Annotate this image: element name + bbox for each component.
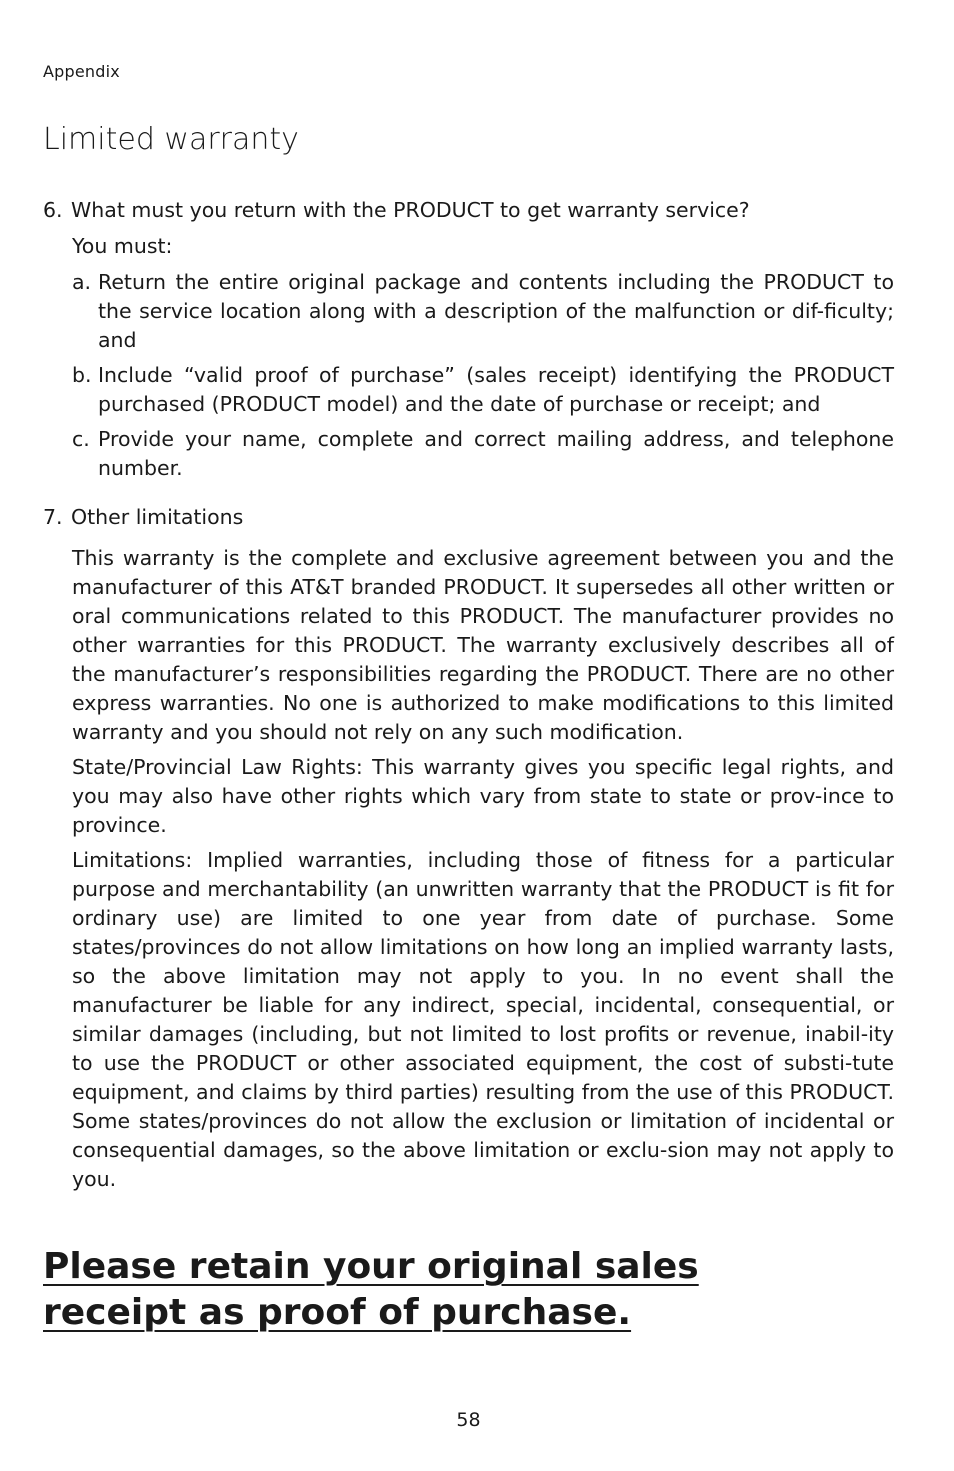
- warranty-item-7: [43, 503, 894, 1194]
- item-6-lead: You must:: [72, 234, 173, 258]
- item-7-number: 7.: [43, 505, 63, 529]
- warranty-content: [43, 196, 894, 1194]
- item-7-title: Other limitations: [71, 505, 244, 529]
- list-item-letter: b.: [72, 363, 92, 387]
- warranty-item-6: [43, 196, 894, 483]
- list-item: [72, 425, 894, 483]
- retain-receipt-notice: Please retain your original sales receipt as proof of purchase.: [43, 1246, 699, 1333]
- list-item: [72, 268, 894, 355]
- item-6-question: What must you return with the PRODUCT to get warranty service?: [71, 198, 750, 222]
- list-item-letter: a.: [72, 270, 92, 294]
- list-item-letter: c.: [72, 427, 90, 451]
- list-item-text: Include “valid proof of purchase” (sales receipt) identifying the PRODUCT purchased (PRODUCT model) and the date of purchase or receipt; and: [98, 363, 894, 416]
- item-6-number: 6.: [43, 198, 63, 222]
- item-7-heading: [43, 503, 894, 532]
- list-item-text: Provide your name, complete and correct mailing address, and telephone number.: [98, 427, 894, 480]
- section-label: Appendix: [43, 62, 120, 81]
- list-item: [72, 361, 894, 419]
- paragraph-limitations: Limitations: Implied warranties, including those of fitness for a particular purpose and merchantability (an unwritten warranty that the PRODUCT is fit for ordinary use) are limited to one year from date of purchase. Some states/provinces do not allow limitations on how long an implied warranty lasts, so the above limitation may not apply to you. In no event shall the manufacturer be liable for any indirect, special, incidental, consequential, or similar damages (including, but not limited to lost profits or revenue, inabil-ity to use the PRODUCT or other associated equipment, the cost of substi-tute equipment, and claims by third parties) resulting from the use of this PRODUCT. Some states/provinces do not allow the exclusion or limitation of incidental or consequential damages, so the above limitation or exclu-sion may not apply to you.: [72, 848, 894, 1191]
- page-number: 58: [456, 1409, 481, 1431]
- paragraph-law-rights: State/Provincial Law Rights: This warranty gives you specific legal rights, and you may also have other rights which vary from state to state or prov-ince to province.: [72, 755, 894, 837]
- item-6-heading: [43, 196, 894, 225]
- list-item-text: Return the entire original package and contents including the PRODUCT to the service location along with a description of the malfunction or dif-ficulty; and: [98, 270, 894, 352]
- page-title: Limited warranty: [43, 122, 299, 157]
- paragraph-exclusive-agreement: This warranty is the complete and exclusive agreement between you and the manufacturer of this AT&T branded PRODUCT. It supersedes all other written or oral communications related to this PRODUCT. The manufacturer provides no other warranties for this PRODUCT. The warranty exclusively describes all of the manufacturer’s responsibilities regarding the PRODUCT. There are no other express warranties. No one is authorized to make modifications to this limited warranty and you should not rely on any such modification.: [72, 546, 894, 744]
